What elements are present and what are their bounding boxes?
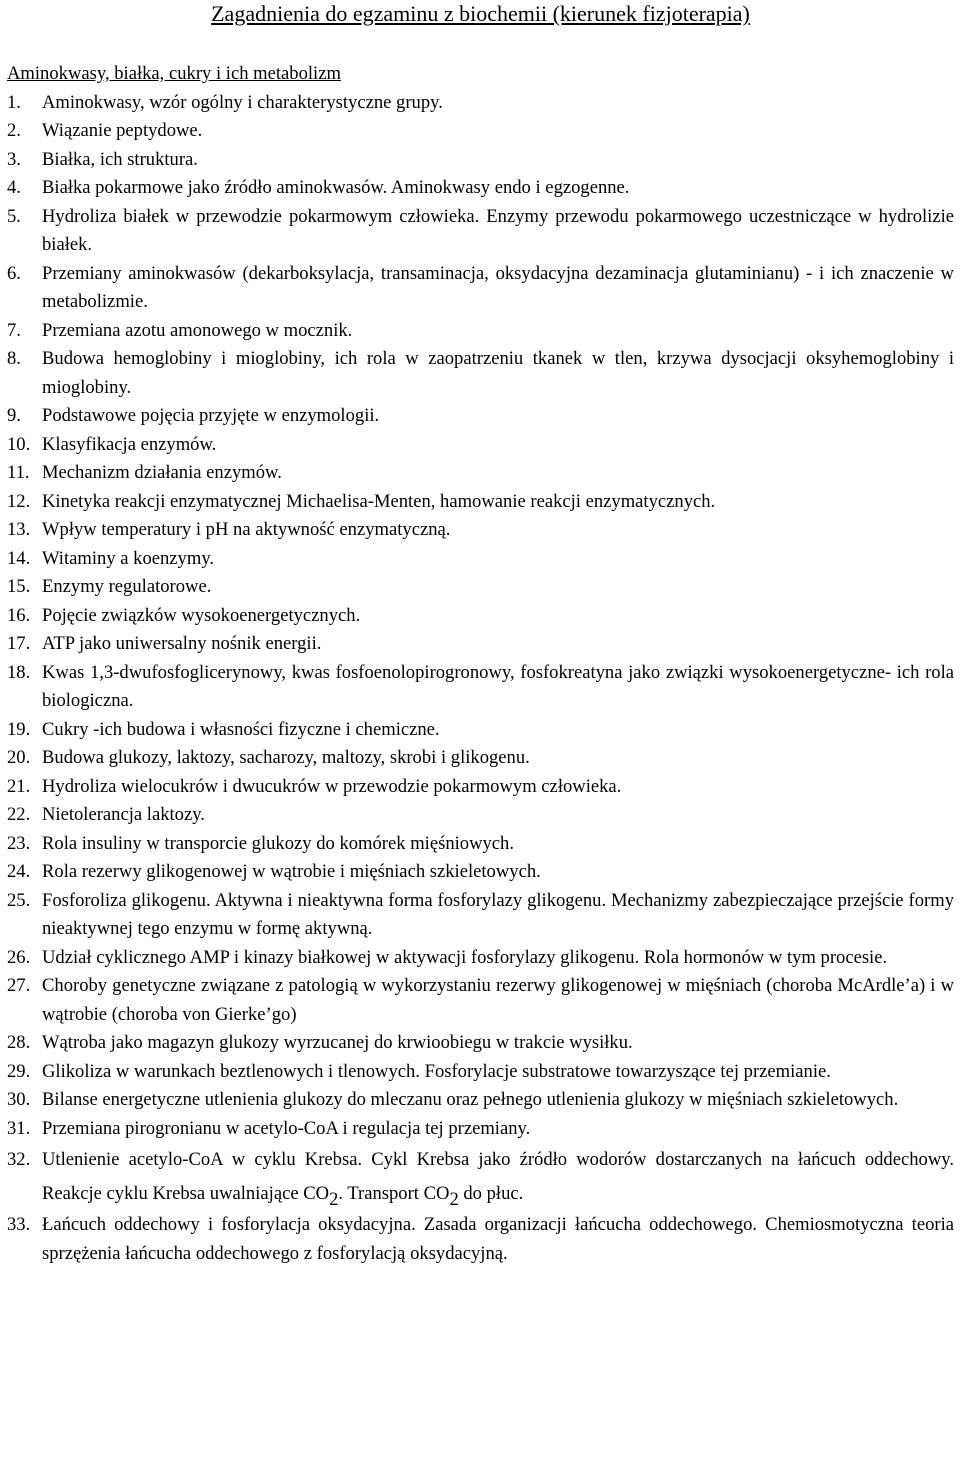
item-number: 19. (7, 718, 31, 740)
item-number: 3. (7, 148, 21, 170)
list-item (7, 431, 954, 460)
list-item (7, 659, 954, 716)
item-number: 25. (7, 889, 31, 911)
list-item (7, 1143, 954, 1211)
item-number: 10. (7, 433, 31, 455)
item-text: Bilanse energetyczne utlenienia glukozy do mleczanu oraz pełnego utlenienia glukozy w mięśniach szkieletowych. (42, 1089, 899, 1110)
item-text: Białka, ich struktura. (42, 148, 198, 170)
item-number: 13. (7, 519, 31, 540)
item-text: Klasyfikacja enzymów. (42, 433, 217, 455)
list-item (7, 801, 954, 830)
list-item (7, 174, 954, 203)
list-item (7, 1086, 954, 1115)
item-number: 27. (7, 975, 31, 996)
item-text: Kwas 1,3-dwufosfoglicerynowy, kwas fosfoenolopirogronowy, fosfokreatyna jako związki wysokoenergetyczne- ich rola biologiczna. (42, 661, 954, 711)
item-number: 32. (7, 1149, 31, 1170)
item-number: 18. (7, 661, 31, 683)
list-item (7, 317, 954, 346)
list-item (7, 488, 954, 517)
item-number: 30. (7, 1089, 31, 1110)
list-item (7, 602, 954, 631)
item-text: Przemiana azotu amonowego w mocznik. (42, 319, 353, 341)
item-text: Wątroba jako magazyn glukozy wyrzucanej do krwioobiegu w trakcie wysiłku. (42, 1032, 633, 1053)
item-text-part: . Transport CO (338, 1183, 450, 1204)
item-number: 22. (7, 804, 31, 825)
list-item (7, 117, 954, 146)
item-text: Budowa glukozy, laktozy, sacharozy, maltozy, skrobi i glikogenu. (42, 747, 530, 768)
item-number: 24. (7, 861, 31, 882)
item-text: Nietolerancja laktozy. (42, 804, 205, 825)
list-item (7, 716, 954, 745)
item-number: 29. (7, 1060, 31, 1082)
item-number: 17. (7, 633, 31, 654)
item-text: Rola insuliny w transporcie glukozy do komórek mięśniowych. (42, 832, 514, 854)
item-number: 12. (7, 490, 31, 512)
list-item (7, 1211, 954, 1268)
item-number: 28. (7, 1032, 31, 1053)
topic-list (7, 89, 954, 1269)
item-text: Udział cyklicznego AMP i kinazy białkowej w aktywacji fosforylazy glikogenu. Rola hormonów w tym procesie. (42, 946, 888, 968)
item-text: Pojęcie związków wysokoenergetycznych. (42, 604, 361, 626)
list-item (7, 402, 954, 431)
list-item (7, 887, 954, 944)
list-item (7, 744, 954, 773)
item-text: Białka pokarmowe jako źródło aminokwasów. Aminokwasy endo i egzogenne. (42, 177, 630, 198)
item-text: Witaminy a koenzymy. (42, 547, 215, 569)
list-item (7, 830, 954, 859)
item-number: 2. (7, 120, 21, 141)
list-item (7, 260, 954, 317)
item-text: Choroby genetyczne związane z patologią w wykorzystaniu rezerwy glikogenowej w mięśniach (choroba McArdle’a) i w wątrobie (choroba von Gierke’go) (42, 975, 954, 1025)
subscript: 2 (329, 1189, 339, 1210)
item-text: Wpływ temperatury i pH na aktywność enzymatyczną. (42, 519, 451, 540)
item-text: Przemiana pirogronianu w acetylo-CoA i regulacja tej przemiany. (42, 1117, 531, 1139)
item-text: Fosforoliza glikogenu. Aktywna i nieaktywna forma fosforylazy glikogenu. Mechanizmy zabezpieczające przejście formy nieaktywnej tego enzymu w formę aktywną. (42, 889, 954, 939)
item-text-part: Utlenienie acetylo-CoA w cyklu Krebsa. Cykl Krebsa jako źródło wodorów dostarczanych na łańcuch oddechowy. Reakcje cyklu Krebsa uwalniające CO (42, 1149, 954, 1204)
item-number: 1. (7, 91, 21, 113)
item-number: 16. (7, 604, 31, 626)
item-number: 8. (7, 348, 21, 369)
section-heading: Aminokwasy, białka, cukry i ich metabolizm (7, 63, 341, 84)
list-item (7, 858, 954, 887)
item-text: Łańcuch oddechowy i fosforylacja oksydacyjna. Zasada organizacji łańcucha oddechowego. Chemiosmotyczna teoria sprzężenia łańcucha oddechowego z fosforylacją oksydacyjną. (42, 1214, 954, 1264)
list-item (7, 1058, 954, 1087)
list-item (7, 345, 954, 402)
list-item (7, 630, 954, 659)
list-item (7, 459, 954, 488)
list-item (7, 89, 954, 118)
item-text (42, 1143, 954, 1211)
item-number: 4. (7, 177, 21, 198)
item-text: Enzymy regulatorowe. (42, 576, 212, 597)
item-number: 21. (7, 775, 31, 797)
subscript: 2 (449, 1189, 459, 1210)
item-text: Kinetyka reakcji enzymatycznej Michaelisa-Menten, hamowanie reakcji enzymatycznych. (42, 490, 716, 512)
item-text: Mechanizm działania enzymów. (42, 462, 282, 483)
item-text: Wiązanie peptydowe. (42, 120, 203, 141)
item-text: Cukry -ich budowa i własności fizyczne i chemiczne. (42, 718, 440, 740)
list-item (7, 545, 954, 574)
item-number: 5. (7, 205, 21, 227)
item-text: Glikoliza w warunkach beztlenowych i tlenowych. Fosforylacje substratowe towarzyszące tej przemianie. (42, 1060, 831, 1082)
item-number: 33. (7, 1214, 31, 1235)
item-text: Podstawowe pojęcia przyjęte w enzymologii. (42, 405, 380, 426)
item-number: 6. (7, 262, 21, 284)
item-number: 26. (7, 946, 31, 968)
list-item (7, 573, 954, 602)
item-text: Rola rezerwy glikogenowej w wątrobie i mięśniach szkieletowych. (42, 861, 541, 882)
list-item (7, 516, 954, 545)
document-title: Zagadnienia do egzaminu z biochemii (kierunek fizjoterapia) (211, 1, 750, 26)
item-number: 31. (7, 1117, 31, 1139)
item-number: 23. (7, 832, 31, 854)
item-text: Hydroliza białek w przewodzie pokarmowym człowieka. Enzymy przewodu pokarmowego uczestniczące w hydrolizie białek. (42, 205, 954, 255)
list-item (7, 203, 954, 260)
item-text: Budowa hemoglobiny i mioglobiny, ich rola w zaopatrzeniu tkanek w tlen, krzywa dysocjacji oksyhemoglobiny i mioglobiny. (42, 348, 954, 398)
list-item (7, 944, 954, 973)
item-text-part: do płuc. (458, 1183, 524, 1204)
item-text: ATP jako uniwersalny nośnik energii. (42, 633, 322, 654)
item-number: 7. (7, 319, 21, 341)
list-item (7, 1029, 954, 1058)
item-number: 20. (7, 747, 31, 768)
list-item (7, 1115, 954, 1144)
item-text: Przemiany aminokwasów (dekarboksylacja, transaminacja, oksydacyjna dezaminacja glutaminianu) - i ich znaczenie w metabolizmie. (42, 262, 954, 312)
item-number: 15. (7, 576, 31, 597)
list-item (7, 773, 954, 802)
list-item (7, 146, 954, 175)
item-number: 14. (7, 547, 31, 569)
item-text: Aminokwasy, wzór ogólny i charakterystyczne grupy. (42, 91, 443, 113)
list-item (7, 972, 954, 1029)
item-text: Hydroliza wielocukrów i dwucukrów w przewodzie pokarmowym człowieka. (42, 775, 622, 797)
item-number: 9. (7, 405, 21, 426)
item-number: 11. (7, 462, 30, 483)
